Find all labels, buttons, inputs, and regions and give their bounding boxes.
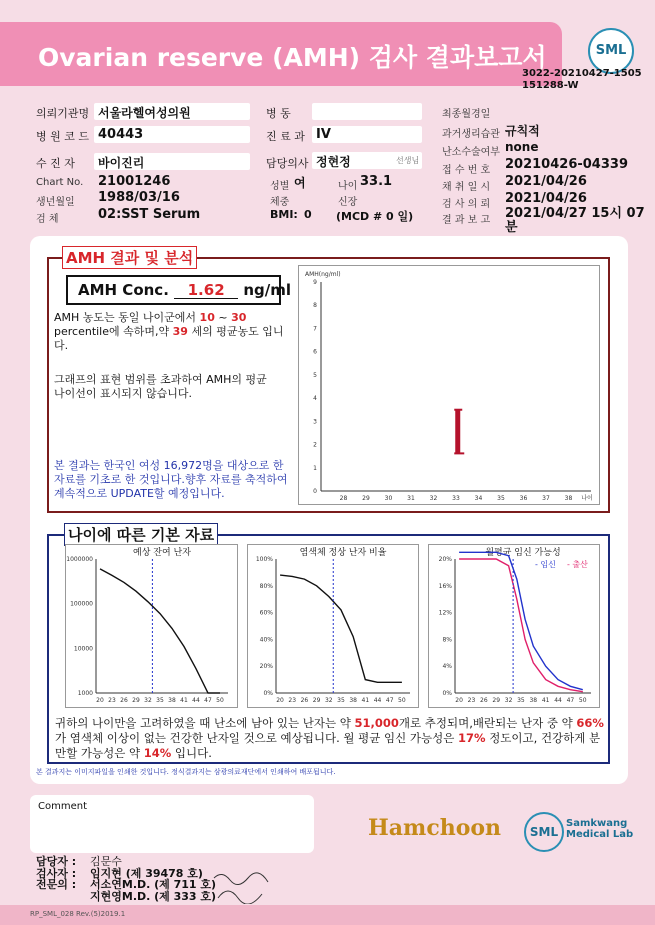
doctor-value: 정현정 <box>316 155 351 169</box>
normal-svg-x-tick: 32 <box>324 697 333 704</box>
eggs-svg-x-tick: 47 <box>204 697 212 704</box>
height-label: 신장 <box>338 197 358 208</box>
comment-box <box>30 795 314 853</box>
resp-value: 김문수 <box>90 855 122 868</box>
amh-y-tick: 8 <box>313 302 317 310</box>
eggs-svg-x-tick: 44 <box>192 697 200 704</box>
recipient-value: 바이진리 <box>98 156 145 170</box>
eggs-svg-y-tick: 1000 <box>77 690 93 697</box>
amh-y-tick: 7 <box>313 325 317 333</box>
habit-label: 과거생리습관 <box>442 129 500 140</box>
chart-no-label: Chart No. <box>36 177 84 188</box>
basic-summary: 귀하의 나이만을 고려하였을 때 난소에 남아 있는 난자는 약 51,000개로 추정되며,배란되는 난자 중 약 66%가 염색체 이상이 없는 건강한 난자일 것으로 예상됩니다. 월 평균 임신 가능성은 17% 정도이고, 건강하게 분만할 가능성은 약 14% 입니다. <box>55 716 604 760</box>
receipt-label: 접 수 번 호 <box>442 165 491 176</box>
eggs-svg-x-tick: 41 <box>180 697 188 704</box>
normal-svg-x-tick: 41 <box>361 697 370 704</box>
doctor-suffix: 선생님 <box>396 156 420 165</box>
normal-svg-x-tick: 47 <box>385 697 394 704</box>
preg-svg-x-tick: 38 <box>529 697 538 704</box>
test-label: 검 사 의 뢰 <box>442 199 491 210</box>
preg-svg-x-tick: 32 <box>504 697 513 704</box>
amh-marker-bar <box>455 410 460 454</box>
amh-basis-note: 본 결과는 한국인 여성 16,972명을 대상으로 한 자료를 기초로 한 것입니다.향후 자료를 축적하여 계속적으로 UPDATE할 예정입니다. <box>54 459 288 500</box>
expert-value-1: 서소연M.D. (제 711 호) <box>90 878 217 891</box>
eggs-svg-x-tick: 35 <box>156 697 164 704</box>
collect-label: 채 취 일 시 <box>442 182 491 193</box>
bmi-value: 0 <box>304 208 312 221</box>
sml-name: Samkwang Medical Lab <box>566 818 634 840</box>
doctor-label: 담당의사 <box>266 157 309 170</box>
normal-svg-x-tick: 50 <box>398 697 406 704</box>
age-value: 33.1 <box>360 174 393 189</box>
preg-svg-y-tick: 16% <box>438 582 452 590</box>
amh-section-title: AMH 결과 및 분석 <box>62 246 197 269</box>
preg-svg-legend-1: - 출산 <box>567 560 588 569</box>
basic-section-title: 나이에 따른 기본 자료 <box>64 523 218 546</box>
amh-x-tick: 37 <box>542 495 550 502</box>
report-id: 3022-20210427-1505 151288-W <box>522 68 642 91</box>
amh-chart <box>298 265 600 505</box>
preg-svg-y-tick: 4% <box>442 663 452 671</box>
result-label: 결 과 보 고 <box>442 215 491 226</box>
amh-conc-value: 1.62 <box>174 282 238 299</box>
preg-svg-x-tick: 44 <box>554 697 562 704</box>
preg-svg-x-tick: 50 <box>578 697 587 704</box>
normal-svg-title: 염색체 정상 난자 비율 <box>299 548 387 558</box>
eggs-svg-x-tick: 50 <box>216 697 224 704</box>
hospital-code-label: 병 원 코 드 <box>36 130 89 143</box>
amh-y-tick: 4 <box>313 395 317 403</box>
preg-svg-y-tick: 12% <box>438 609 452 617</box>
preg-svg-legend-0: - 임신 <box>535 560 556 569</box>
comment-label: Comment <box>38 801 87 812</box>
eggs-svg-x-tick: 26 <box>120 697 128 704</box>
receipt-value: 20210426-04339 <box>505 157 628 172</box>
signature-image <box>212 868 272 904</box>
normal-svg-x-tick: 23 <box>288 697 297 704</box>
amh-x-label: 나이 <box>581 495 593 502</box>
preg-svg-x-tick: 29 <box>492 697 501 704</box>
eggs-svg-x-tick: 20 <box>96 697 104 704</box>
amh-range-note: 그래프의 표현 범위를 초과하여 AMH의 평균 나이선이 표시되지 않습니다. <box>54 373 267 400</box>
habit-value: 규칙적 <box>505 124 540 138</box>
surgery-label: 난소수술여부 <box>442 147 500 158</box>
normal-svg-y-tick: 40% <box>259 636 273 644</box>
amh-x-tick: 33 <box>452 495 460 502</box>
expert-label: 전문의 : <box>36 878 77 891</box>
sml-logo: SML <box>588 28 634 74</box>
amh-description: AMH 농도는 동일 나이군에서 10 ~ 30 percentile에 속하며,약 39 세의 평균농도 입니다. <box>54 311 284 352</box>
print-notice: 본 결과지는 이미지파일을 인쇄한 것입니다. 정식결과지는 삼광의료재단에서 인쇄하여 배포됩니다. <box>36 768 336 776</box>
preg-svg-x-tick: 41 <box>541 697 550 704</box>
amh-chart-ylabel: AMH(ng/ml) <box>305 271 341 278</box>
form-code: RP_SML_028 Rev.(5)2019.1 <box>30 910 126 918</box>
chart-no-value: 21001246 <box>98 174 171 189</box>
surgery-value: none <box>505 140 539 154</box>
normal-svg-x-tick: 26 <box>300 697 309 704</box>
sex-label: 성별 <box>270 181 290 192</box>
hamchoon-logo: Hamchoon <box>368 815 502 841</box>
preg-svg-title: 월평균 임신 가능성 <box>485 548 561 558</box>
amh-x-tick: 35 <box>497 495 505 502</box>
specimen-value: 02:SST Serum <box>98 207 201 222</box>
normal-svg-x-tick: 29 <box>312 697 321 704</box>
preg-svg-y-tick: 20% <box>438 556 452 563</box>
test-value: 2021/04/26 <box>505 191 587 206</box>
page-title: Ovarian reserve (AMH) 검사 결과보고서 <box>38 43 547 72</box>
recipient-label: 수 진 자 <box>36 157 75 170</box>
sex-value: 여 <box>294 176 306 190</box>
amh-x-tick: 31 <box>407 495 415 502</box>
amh-y-tick: 6 <box>313 348 317 356</box>
normal-svg-y-tick: 20% <box>259 663 273 671</box>
amh-x-tick: 30 <box>384 495 393 502</box>
amh-x-tick: 34 <box>474 495 483 502</box>
age-label: 나이 <box>338 181 358 192</box>
result-value: 2021/04/27 15시 07분 <box>505 206 645 235</box>
amh-x-tick: 32 <box>429 495 438 502</box>
preg-svg-y-tick: 8% <box>442 636 452 644</box>
eggs-svg-y-tick: 1000000 <box>66 556 93 563</box>
amh-chart-svg <box>299 266 599 504</box>
eggs-svg-x-tick: 29 <box>132 697 140 704</box>
collect-value: 2021/04/26 <box>505 174 587 189</box>
normal-svg-x-tick: 35 <box>337 697 345 704</box>
preg-svg-y-tick: 0% <box>442 690 452 697</box>
eggs-svg-y-tick: 10000 <box>73 645 93 653</box>
expert-value-2: 지현영M.D. (제 333 호) <box>90 890 217 903</box>
amh-y-tick: 1 <box>313 464 317 472</box>
normal-svg-y-tick: 100% <box>255 556 273 563</box>
eggs-chart <box>65 544 238 708</box>
amh-x-tick: 36 <box>519 495 528 502</box>
amh-x-tick: 38 <box>564 495 573 502</box>
amh-x-tick: 28 <box>339 495 348 502</box>
eggs-svg-x-tick: 32 <box>144 697 152 704</box>
sml-logo-footer: SML <box>524 812 564 852</box>
hospital-code-value: 40443 <box>98 127 144 142</box>
dept-label: 진 료 과 <box>266 130 305 143</box>
preg-svg-x-tick: 23 <box>467 697 476 704</box>
dept-value: IV <box>316 127 331 142</box>
preg-svg-series-1 <box>459 559 583 692</box>
normal-chart <box>247 544 419 708</box>
eggs-svg-series-0 <box>100 569 220 693</box>
preg-svg-x-tick: 26 <box>480 697 488 704</box>
amh-y-tick: 0 <box>313 488 317 495</box>
amh-y-tick: 2 <box>313 441 317 449</box>
eggs-svg-y-tick: 100000 <box>70 600 93 608</box>
eggs-svg-title: 예상 잔여 난자 <box>133 548 191 558</box>
normal-svg-y-tick: 60% <box>259 609 273 617</box>
examiner-value: 임지현 (제 39478 호) <box>90 867 203 880</box>
ward-label: 병 동 <box>266 107 291 120</box>
normal-svg-x-tick: 44 <box>373 697 382 704</box>
bmi-label: BMI: <box>270 208 298 221</box>
institution-label: 의뢰기관명 <box>36 107 90 120</box>
amh-y-tick: 9 <box>313 279 317 286</box>
pregnancy-chart <box>428 544 600 708</box>
normal-svg-y-tick: 0% <box>263 690 273 697</box>
preg-svg-x-tick: 35 <box>517 697 525 704</box>
birth-value: 1988/03/16 <box>98 190 180 205</box>
normal-svg-x-tick: 38 <box>349 697 357 704</box>
amh-y-tick: 5 <box>313 371 317 379</box>
amh-conc-box: AMH Conc. 1.62 ng/ml <box>66 275 281 305</box>
amh-x-tick: 29 <box>362 495 370 502</box>
eggs-svg-x-tick: 23 <box>108 697 116 704</box>
examiner-label: 검사자 : <box>36 867 77 880</box>
institution-value: 서울라헬여성의원 <box>98 106 191 120</box>
normal-svg-series-0 <box>280 575 402 682</box>
last-period-label: 최종월경일 <box>442 109 491 120</box>
preg-svg-x-tick: 20 <box>455 697 463 704</box>
eggs-svg-x-tick: 38 <box>168 697 176 704</box>
normal-svg-x-tick: 20 <box>276 697 284 704</box>
mcd-value: (MCD # 0 일) <box>336 210 414 223</box>
preg-svg-x-tick: 47 <box>566 697 575 704</box>
normal-svg-y-tick: 80% <box>259 582 273 590</box>
weight-label: 체중 <box>270 197 290 208</box>
resp-label: 담당자 : <box>36 855 77 868</box>
specimen-label: 검 체 <box>36 214 59 225</box>
birth-label: 생년월일 <box>36 197 75 208</box>
amh-y-tick: 3 <box>313 418 317 426</box>
